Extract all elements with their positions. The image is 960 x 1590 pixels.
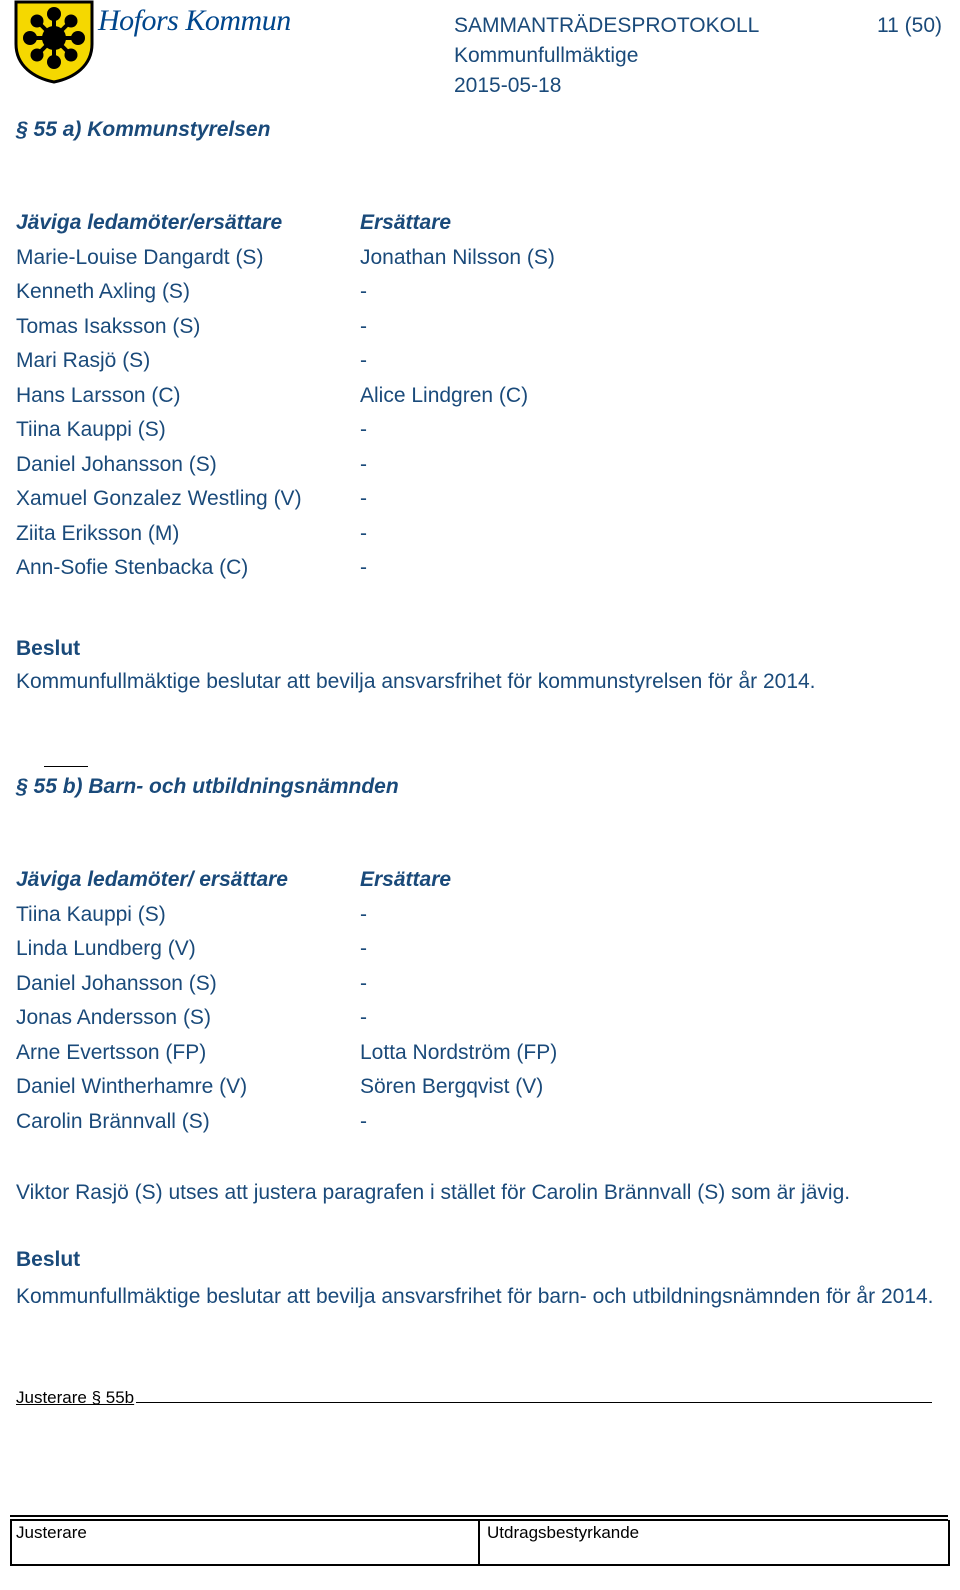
member-name: Marie-Louise Dangardt (S) (16, 246, 264, 269)
justerare-label: Justerare § 55b (16, 1388, 135, 1407)
member-name: Arne Evertsson (FP) (16, 1041, 207, 1064)
meeting-body: Kommunfullmäktige (454, 44, 639, 67)
section-a-members-header: Jäviga ledamöter/ersättare (16, 211, 283, 234)
meeting-date: 2015-05-18 (454, 74, 562, 97)
member-name: Tiina Kauppi (S) (16, 418, 166, 441)
brand-name: Hofors Kommun (98, 4, 291, 37)
section-a-beslut-label: Beslut (16, 637, 81, 660)
member-name: Jonas Andersson (S) (16, 1006, 211, 1029)
member-name: Kenneth Axling (S) (16, 280, 190, 303)
substitute-name: - (360, 937, 367, 960)
substitute-name: Sören Bergqvist (V) (360, 1075, 544, 1098)
signature-rule (136, 1402, 932, 1403)
member-name: Ann-Sofie Stenbacka (C) (16, 556, 249, 579)
section-a-beslut-text: Kommunfullmäktige beslutar att bevilja ansvarsfrihet för kommunstyrelsen för år 2014. (16, 670, 816, 693)
substitute-name: Alice Lindgren (C) (360, 384, 529, 407)
table-row (16, 937, 936, 971)
substitute-name: - (360, 280, 367, 303)
substitute-name: - (360, 453, 367, 476)
member-name: Ziita Eriksson (M) (16, 522, 180, 545)
substitute-name: - (360, 315, 367, 338)
document-type: SAMMANTRÄDESPROTOKOLL (454, 14, 760, 37)
footer-justerare-label: Justerare (16, 1523, 87, 1542)
table-row (16, 453, 936, 487)
footer-top-rule (10, 1515, 948, 1517)
substitute-name: - (360, 903, 367, 926)
table-row (16, 1041, 936, 1075)
table-row (16, 1075, 936, 1109)
table-row (16, 522, 936, 556)
member-name: Daniel Johansson (S) (16, 972, 217, 995)
member-name: Linda Lundberg (V) (16, 937, 196, 960)
table-row (16, 972, 936, 1006)
substitute-name: - (360, 1006, 367, 1029)
substitute-name: Jonathan Nilsson (S) (360, 246, 555, 269)
footer-signature-box (10, 1520, 950, 1566)
substitute-name: - (360, 487, 367, 510)
member-name: Carolin Brännvall (S) (16, 1110, 210, 1133)
section-b-beslut-text: Kommunfullmäktige beslutar att bevilja ansvarsfrihet för barn- och utbildningsnämnden för år 2014. (16, 1285, 934, 1308)
table-row (16, 1110, 936, 1144)
substitute-name: Lotta Nordström (FP) (360, 1041, 558, 1064)
table-row (16, 384, 936, 418)
page-number: 11 (50) (877, 14, 942, 37)
member-name: Tomas Isaksson (S) (16, 315, 201, 338)
hofors-coat-of-arms-icon (12, 0, 96, 84)
section-b-beslut-label: Beslut (16, 1248, 81, 1271)
section-b-substitutes-header: Ersättare (360, 868, 452, 891)
section-a-substitutes-header: Ersättare (360, 211, 452, 234)
section-a-heading: § 55 a) Kommunstyrelsen (16, 118, 271, 141)
member-name: Hans Larsson (C) (16, 384, 181, 407)
table-row (16, 418, 936, 452)
substitute-name: - (360, 349, 367, 372)
substitute-name: - (360, 1110, 367, 1133)
table-row (16, 246, 936, 280)
member-name: Tiina Kauppi (S) (16, 903, 166, 926)
section-b-note: Viktor Rasjö (S) utses att justera paragrafen i stället för Carolin Brännvall (S) som är jävig. (16, 1181, 851, 1204)
section-divider (44, 766, 88, 767)
substitute-name: - (360, 556, 367, 579)
table-row (16, 903, 936, 937)
substitute-name: - (360, 418, 367, 441)
member-name: Mari Rasjö (S) (16, 349, 151, 372)
member-name: Xamuel Gonzalez Westling (V) (16, 487, 302, 510)
footer-divider (478, 1520, 480, 1566)
section-b-heading: § 55 b) Barn- och utbildningsnämnden (16, 775, 399, 798)
substitute-name: - (360, 972, 367, 995)
table-row (16, 1006, 936, 1040)
table-row (16, 280, 936, 314)
table-row (16, 487, 936, 521)
substitute-name: - (360, 522, 367, 545)
table-row (16, 556, 936, 590)
member-name: Daniel Johansson (S) (16, 453, 217, 476)
footer-utdragsbestyrkande-label: Utdragsbestyrkande (487, 1523, 640, 1542)
section-b-members-header: Jäviga ledamöter/ ersättare (16, 868, 288, 891)
justerare-signature-line (16, 1388, 932, 1408)
table-row (16, 349, 936, 383)
table-row (16, 315, 936, 349)
member-name: Daniel Wintherhamre (V) (16, 1075, 248, 1098)
